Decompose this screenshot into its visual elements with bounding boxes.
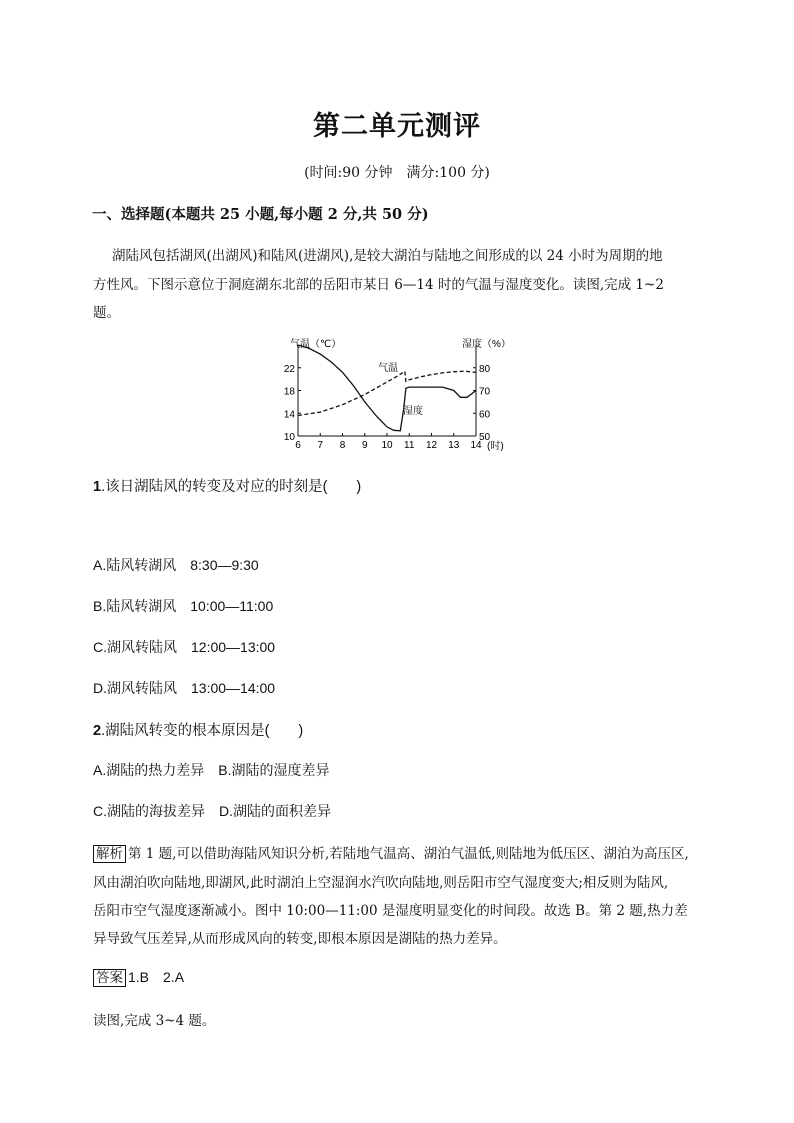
- y-right-tick-label: 50: [479, 432, 491, 443]
- next-question-intro: 读图,完成 3~4 题。: [93, 1013, 216, 1029]
- analysis-tag: 解析: [93, 845, 126, 863]
- question-2: 2.湖陆风转变的根本原因是( ): [93, 723, 304, 739]
- y-left-tick-label: 10: [283, 432, 295, 443]
- intro-line-3: 题。: [93, 305, 120, 321]
- q1-option-d[interactable]: D.湖风转陆风 13:00—14:00: [93, 680, 276, 696]
- x-tick-label: 6: [295, 440, 301, 451]
- q1-option-b[interactable]: B.陆风转湖风 10:00—11:00: [93, 598, 274, 614]
- page-title: 第二单元测评: [313, 111, 481, 142]
- q2-options-row-2[interactable]: C.湖陆的海拔差异 D.湖陆的面积差异: [93, 803, 331, 819]
- question-1: 1.该日湖陆风的转变及对应的时刻是( ): [93, 479, 362, 495]
- temperature-humidity-chart: [270, 333, 515, 458]
- exam-time-info: (时间:90 分钟 满分:100 分): [304, 165, 490, 181]
- x-tick-label: 12: [425, 440, 438, 451]
- temperature-annotation: 气温: [378, 363, 398, 374]
- answer-line: 答案 1.B 2.A: [93, 967, 184, 987]
- y-axis-left-label: 气温（℃）: [290, 339, 342, 350]
- answer-tag: 答案: [93, 969, 126, 987]
- x-tick-label: 10: [381, 440, 393, 451]
- q1-option-c[interactable]: C.湖风转陆风 12:00—13:00: [93, 639, 276, 655]
- y-right-tick-label: 60: [479, 409, 491, 421]
- y-left-tick-label: 22: [283, 363, 295, 375]
- humidity-annotation: 湿度: [403, 406, 423, 417]
- x-axis-label: (时): [487, 441, 504, 452]
- analysis-line-1: 解析 第 1 题,可以借助海陆风知识分析,若陆地气温高、湖泊气温低,则陆地为低压区、湖泊为高压区,: [93, 842, 689, 863]
- intro-line-1: 湖陆风包括湖风(出湖风)和陆风(进湖风),是较大湖泊与陆地之间形成的以 24 小时为周期的地: [112, 248, 663, 264]
- x-tick-label: 8: [339, 440, 346, 451]
- y-axis-right-label: 湿度（%）: [462, 339, 511, 350]
- section-heading: 一、选择题(本题共 25 小题,每小题 2 分,共 50 分): [92, 206, 429, 223]
- temperature-series-line: [298, 371, 476, 415]
- x-tick-label: 11: [404, 440, 415, 451]
- x-tick-label: 13: [448, 440, 460, 451]
- humidity-series-line: [298, 345, 476, 431]
- q1-option-a[interactable]: A.陆风转湖风 8:30—9:30: [93, 557, 259, 573]
- y-left-tick-label: 18: [283, 386, 295, 398]
- q2-options-row-1[interactable]: A.湖陆的热力差异 B.湖陆的湿度差异: [93, 762, 330, 778]
- x-tick-label: 9: [361, 440, 368, 451]
- x-tick-label: 14: [470, 440, 482, 451]
- y-right-tick-label: 80: [479, 363, 491, 375]
- analysis-line-2: 风由湖泊吹向陆地,即湖风,此时湖泊上空湿润水汽吹向陆地,则岳阳市空气湿度变大;相反则为陆风,: [93, 875, 669, 891]
- analysis-line-4: 异导致气压差异,从而形成风向的转变,即根本原因是湖陆的热力差异。: [93, 931, 507, 947]
- y-left-tick-label: 14: [283, 409, 295, 421]
- intro-line-2: 方性风。下图示意位于洞庭湖东北部的岳阳市某日 6—14 时的气温与湿度变化。读图,完成 1~2: [93, 277, 664, 293]
- analysis-line-3: 岳阳市空气湿度逐渐减小。图中 10:00—11:00 是湿度明显变化的时间段。故选 B。第 2 题,热力差: [93, 903, 688, 919]
- x-tick-label: 7: [317, 440, 324, 451]
- y-right-tick-label: 70: [479, 386, 491, 398]
